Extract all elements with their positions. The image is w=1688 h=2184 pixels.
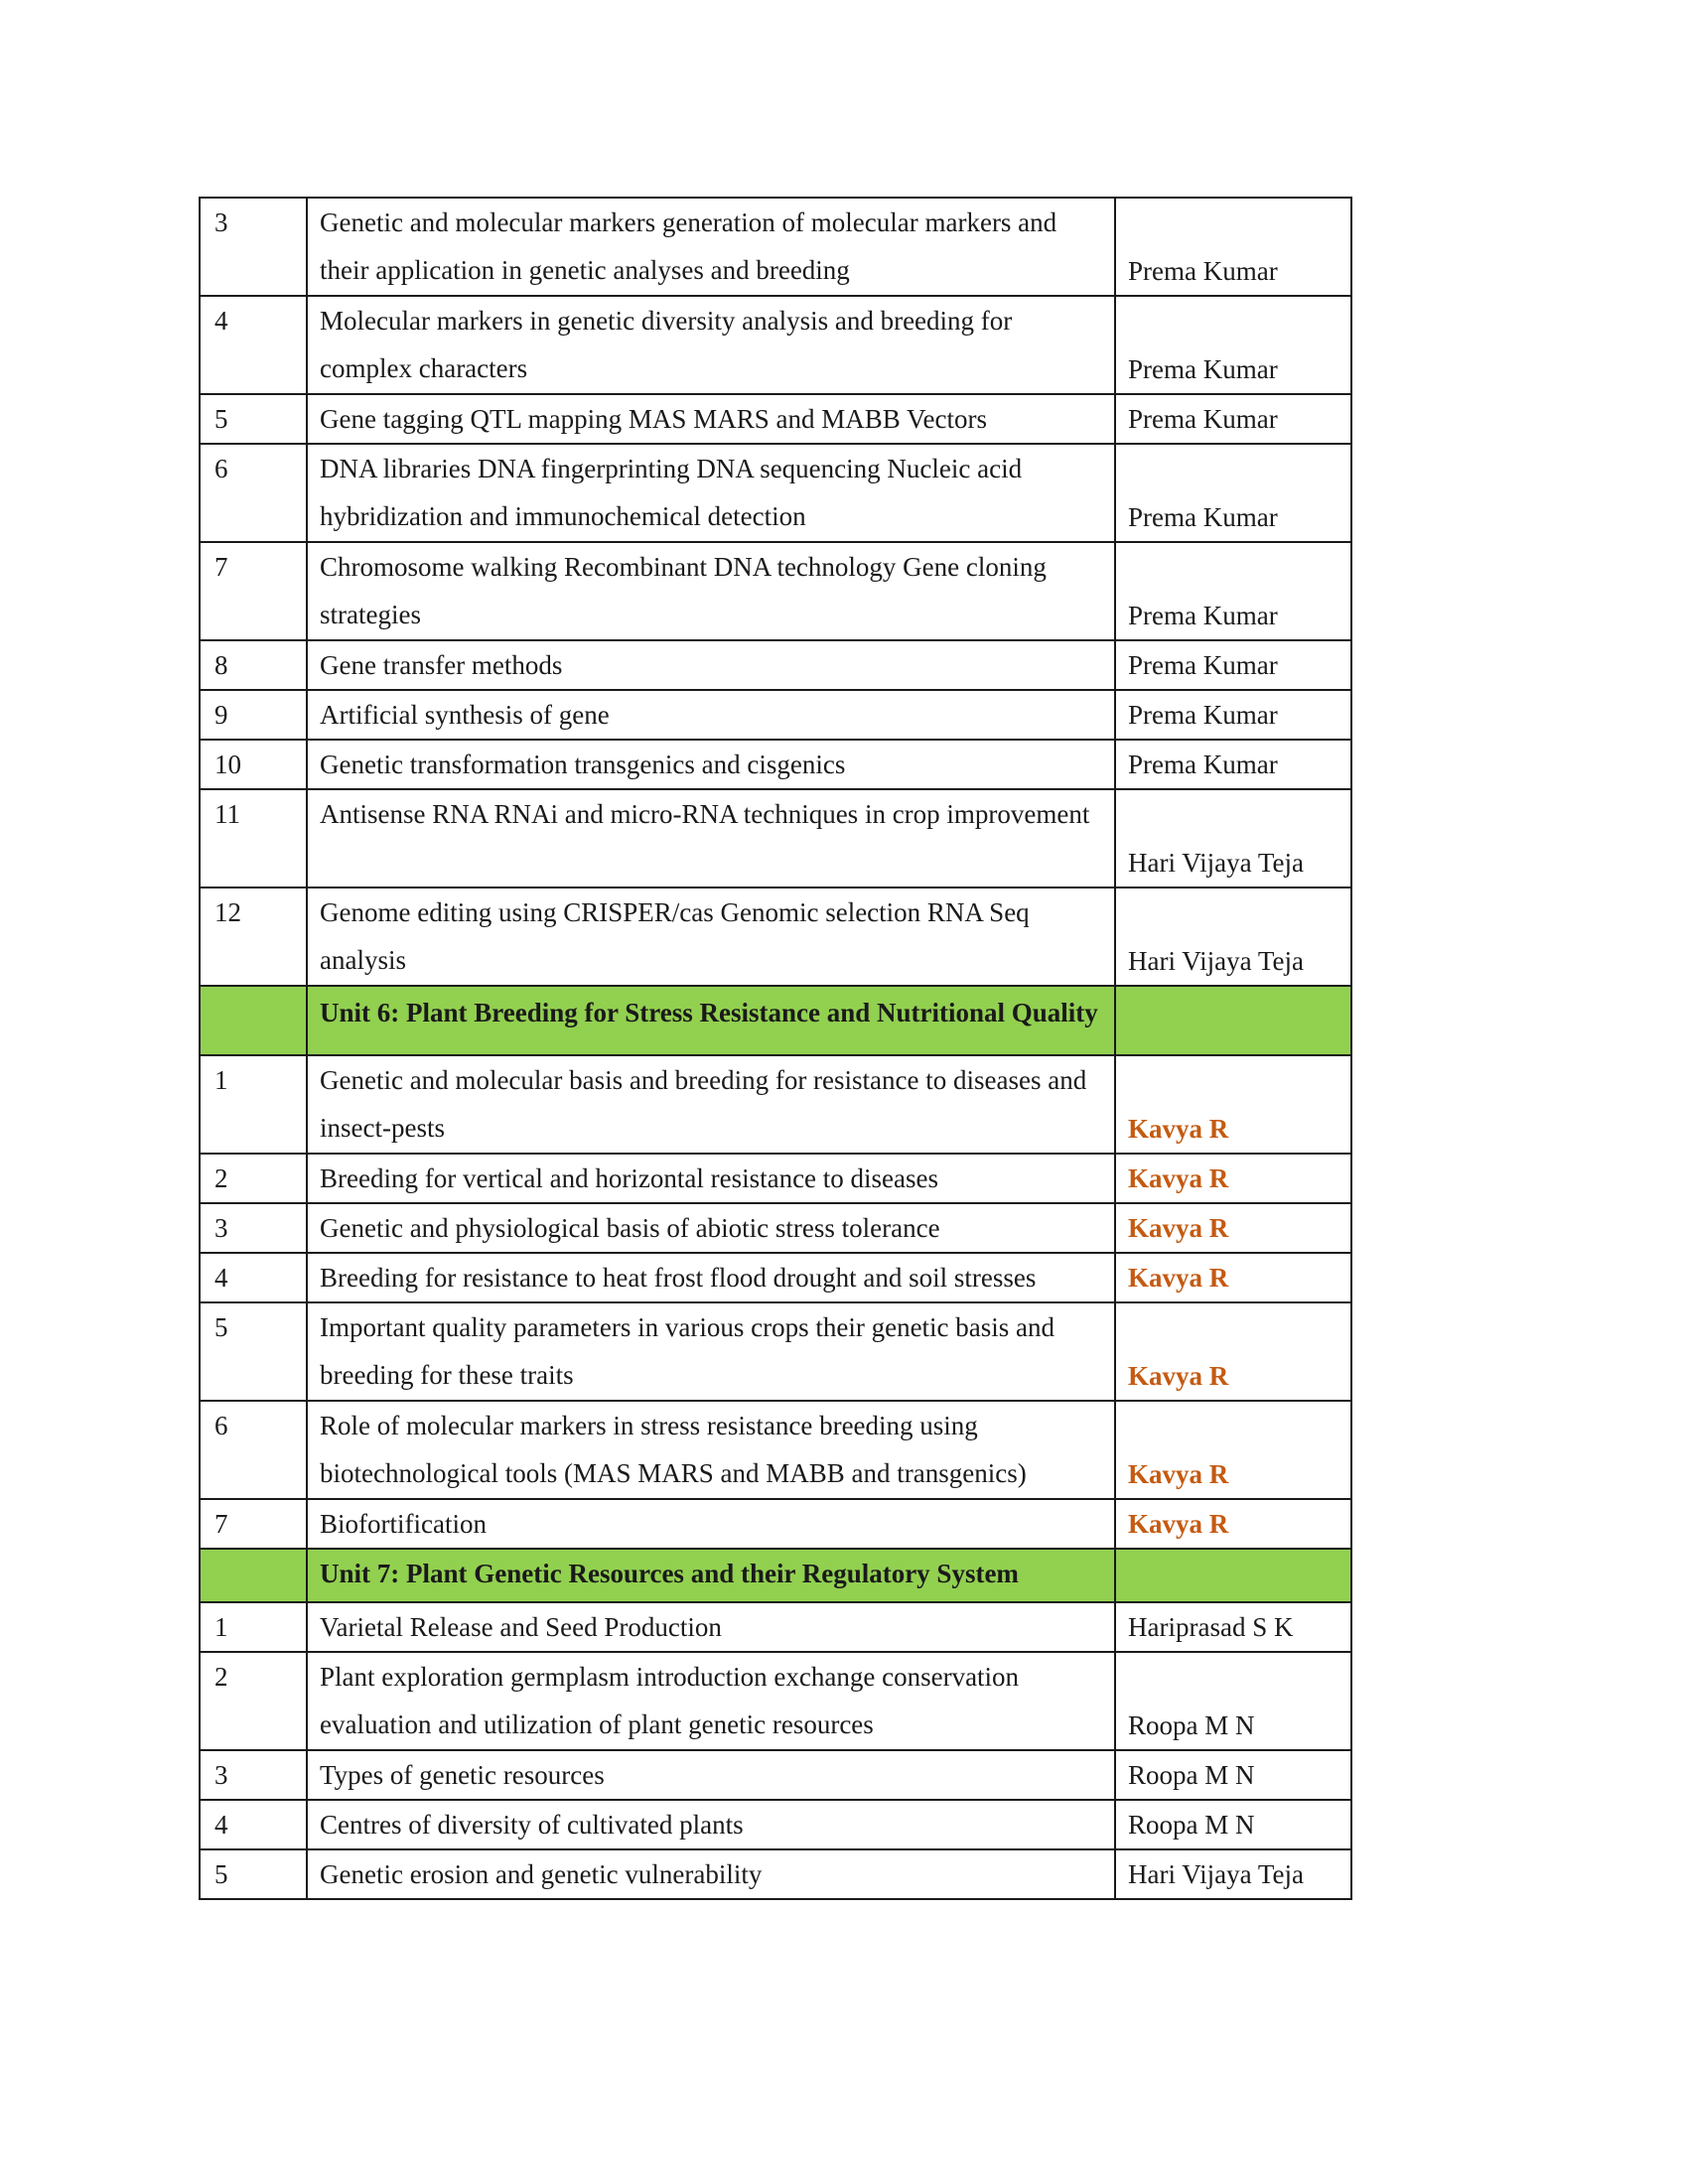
row-number: 4 [200,1800,307,1849]
topic-text: Centres of diversity of cultivated plants [307,1800,1115,1849]
row-number: 5 [200,1302,307,1401]
topic-row [200,640,1351,690]
unit-teacher-cell [1115,986,1351,1055]
topic-row [200,1499,1351,1549]
row-number: 5 [200,1849,307,1899]
row-number: 3 [200,1203,307,1253]
row-number: 5 [200,394,307,444]
unit-title: Unit 6: Plant Breeding for Stress Resistance and Nutritional Quality [307,986,1115,1055]
topic-row [200,1154,1351,1203]
topic-row [200,1253,1351,1302]
topic-row [200,789,1351,887]
row-number: 1 [200,1055,307,1154]
teacher-name: Roopa M N [1115,1800,1351,1849]
topic-row [200,1401,1351,1499]
topic-text: Genetic erosion and genetic vulnerability [307,1849,1115,1899]
topic-row [200,444,1351,542]
topic-text: Genetic and molecular markers generation of molecular markers and their application in genetic analyses and breeding [307,198,1115,296]
teacher-name: Prema Kumar [1115,296,1351,394]
teacher-name: Hari Vijaya Teja [1115,1849,1351,1899]
topic-row [200,296,1351,394]
topic-row [200,1652,1351,1750]
row-number: 12 [200,887,307,986]
teacher-name: Roopa M N [1115,1750,1351,1800]
unit-title: Unit 7: Plant Genetic Resources and their Regulatory System [307,1549,1115,1602]
topic-text: Biofortification [307,1499,1115,1549]
teacher-name: Kavya R [1115,1499,1351,1549]
row-number: 10 [200,740,307,789]
topic-row [200,690,1351,740]
topic-row [200,1203,1351,1253]
unit-number-cell [200,986,307,1055]
row-number: 11 [200,789,307,887]
teacher-name: Prema Kumar [1115,394,1351,444]
teacher-name: Kavya R [1115,1253,1351,1302]
teacher-name: Roopa M N [1115,1652,1351,1750]
teacher-name: Kavya R [1115,1302,1351,1401]
row-number: 7 [200,1499,307,1549]
topic-text: Antisense RNA RNAi and micro-RNA techniques in crop improvement [307,789,1115,887]
teacher-name: Kavya R [1115,1203,1351,1253]
topic-text: Plant exploration germplasm introduction exchange conservation evaluation and utilization of plant genetic resources [307,1652,1115,1750]
teacher-name: Prema Kumar [1115,740,1351,789]
row-number: 6 [200,444,307,542]
row-number: 4 [200,1253,307,1302]
row-number: 6 [200,1401,307,1499]
topic-row [200,1750,1351,1800]
topic-row [200,542,1351,640]
topic-text: Gene tagging QTL mapping MAS MARS and MABB Vectors [307,394,1115,444]
teacher-name: Kavya R [1115,1401,1351,1499]
teacher-name: Prema Kumar [1115,690,1351,740]
row-number: 7 [200,542,307,640]
topic-row [200,1302,1351,1401]
teacher-name: Kavya R [1115,1154,1351,1203]
topic-text: Genome editing using CRISPER/cas Genomic selection RNA Seq analysis [307,887,1115,986]
topic-text: Genetic and molecular basis and breeding for resistance to diseases and insect-pests [307,1055,1115,1154]
row-number: 9 [200,690,307,740]
topic-text: Varietal Release and Seed Production [307,1602,1115,1652]
topic-text: Role of molecular markers in stress resistance breeding using biotechnological tools (MAS MARS and MABB and transgenics) [307,1401,1115,1499]
teacher-name: Hari Vijaya Teja [1115,887,1351,986]
topic-text: Genetic and physiological basis of abiotic stress tolerance [307,1203,1115,1253]
teacher-name: Hari Vijaya Teja [1115,789,1351,887]
teacher-name: Prema Kumar [1115,198,1351,296]
topic-text: Molecular markers in genetic diversity analysis and breeding for complex characters [307,296,1115,394]
teacher-name: Hariprasad S K [1115,1602,1351,1652]
topic-row [200,887,1351,986]
topic-text: Breeding for resistance to heat frost flood drought and soil stresses [307,1253,1115,1302]
topic-row [200,1055,1351,1154]
topic-text: Chromosome walking Recombinant DNA technology Gene cloning strategies [307,542,1115,640]
row-number: 4 [200,296,307,394]
topic-text: Types of genetic resources [307,1750,1115,1800]
unit-header-row [200,986,1351,1055]
teacher-name: Prema Kumar [1115,542,1351,640]
topic-row [200,198,1351,296]
row-number: 2 [200,1652,307,1750]
row-number: 2 [200,1154,307,1203]
row-number: 1 [200,1602,307,1652]
topic-row [200,394,1351,444]
topic-row [200,1849,1351,1899]
topic-text: Genetic transformation transgenics and cisgenics [307,740,1115,789]
unit-number-cell [200,1549,307,1602]
topic-text: DNA libraries DNA fingerprinting DNA sequencing Nucleic acid hybridization and immunochemical detection [307,444,1115,542]
row-number: 8 [200,640,307,690]
unit-header-row [200,1549,1351,1602]
teacher-name: Prema Kumar [1115,640,1351,690]
unit-teacher-cell [1115,1549,1351,1602]
topic-row [200,1800,1351,1849]
topic-row [200,1602,1351,1652]
topic-row [200,740,1351,789]
syllabus-table [199,197,1352,1900]
row-number: 3 [200,1750,307,1800]
topic-text: Important quality parameters in various crops their genetic basis and breeding for these traits [307,1302,1115,1401]
topic-text: Breeding for vertical and horizontal resistance to diseases [307,1154,1115,1203]
row-number: 3 [200,198,307,296]
teacher-name: Prema Kumar [1115,444,1351,542]
topic-text: Gene transfer methods [307,640,1115,690]
syllabus-table-body [200,198,1351,1899]
teacher-name: Kavya R [1115,1055,1351,1154]
topic-text: Artificial synthesis of gene [307,690,1115,740]
